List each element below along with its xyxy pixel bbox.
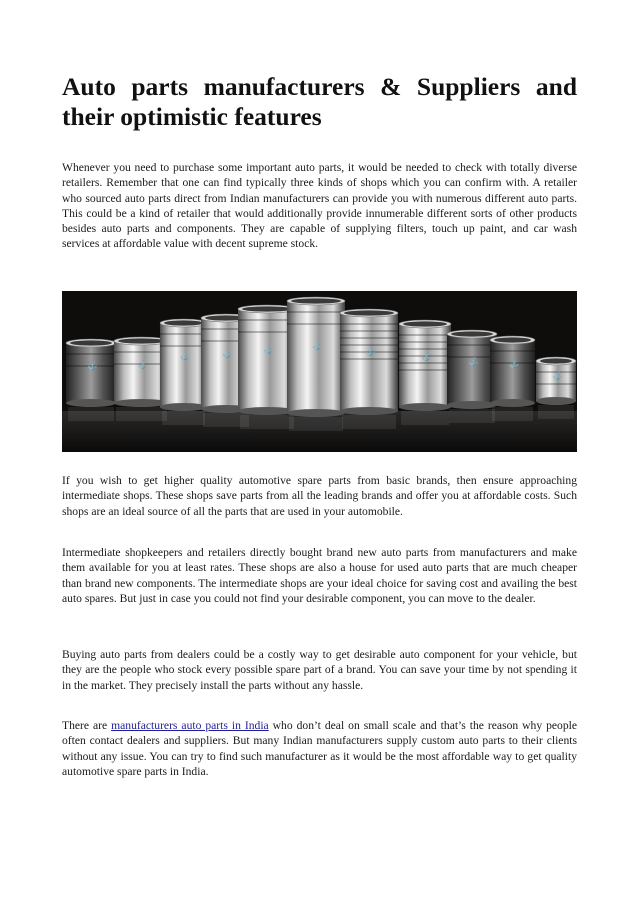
cylinder-liner [160,319,207,425]
paragraph-manufacturers-end: who don’t deal on small scale and that’s the reason why people often contact dealers and suppliers. But many Indian manufacturers supply custom auto parts to their clients without any issue. You can try to find such manufacturer as it would be the most affordable way to get quality automotive spare parts in India. [62,719,577,778]
paragraph-intro: Whenever you need to purchase some important auto parts, it would be needed to check with totally diverse retailers. Remember that one can find typically three kinds of shops which you can confirm with. A retailer who sourced auto parts direct from Indian manufacturers can provide you with numerous different auto parts. This could be a kind of retailer that would additionally provide innumerable different sorts of other products besides auto parts and components. They are capable of supplying filters, touch up paint, and car wash services at affordable value with decent supreme stock. [62,161,577,251]
cylinder-liners-photo [62,291,577,452]
svg-text:⚓: ⚓ [312,341,322,351]
svg-text:⚓: ⚓ [421,351,431,361]
cylinder-liner [536,357,576,419]
paragraph-manufacturers [62,718,577,779]
svg-text:⚓: ⚓ [365,347,375,357]
cylinder-liner [66,339,116,421]
paragraph-intermediate-shops: If you wish to get higher quality automotive spare parts from basic brands, then ensure approaching intermediate shops. These shops save parts from all the leading brands and offer you at affordable costs. Such shops are an ideal source of all the parts that are used in your automobile. [62,474,577,518]
cylinder-liner [287,297,345,431]
cylinder-liner [340,309,398,429]
paragraph-dealers: Buying auto parts from dealers could be a costly way to get desirable auto component for your vehicle, but they are the people who stock every possible spare part of a brand. You can save your time by not spending it in the market. They precisely install the parts without any hassle. [62,648,577,692]
paragraph-shopkeepers: Intermediate shopkeepers and retailers directly bought brand new auto parts from manufacturers and make them available for you at least rates. These shops are also a house for used auto parts that are much cheaper than brand new components. The intermediate shops are your ideal choice for saving cost and availing the best auto spares. But just in case you could not find your desirable component, you can move to the dealer. [62,546,577,605]
cylinder-liner [447,330,497,423]
cylinder-liner-group [66,297,576,431]
svg-text:⚓: ⚓ [552,370,562,380]
article-title: Auto parts manufacturers & Suppliers and their optimistic features [62,72,577,131]
paragraph-manufacturers-start: There are [62,719,112,732]
svg-text:⚓: ⚓ [222,349,232,359]
cylinder-liner [490,336,535,421]
svg-text:⚓: ⚓ [179,351,190,361]
svg-text:⚓: ⚓ [263,344,273,354]
cylinder-liner [399,320,451,425]
manufacturers-link[interactable]: manufacturers auto parts in India [111,719,269,732]
svg-text:⚓: ⚓ [137,360,148,370]
svg-text:⚓: ⚓ [468,356,478,366]
svg-text:⚓: ⚓ [508,359,519,369]
svg-text:⚓: ⚓ [87,361,97,371]
